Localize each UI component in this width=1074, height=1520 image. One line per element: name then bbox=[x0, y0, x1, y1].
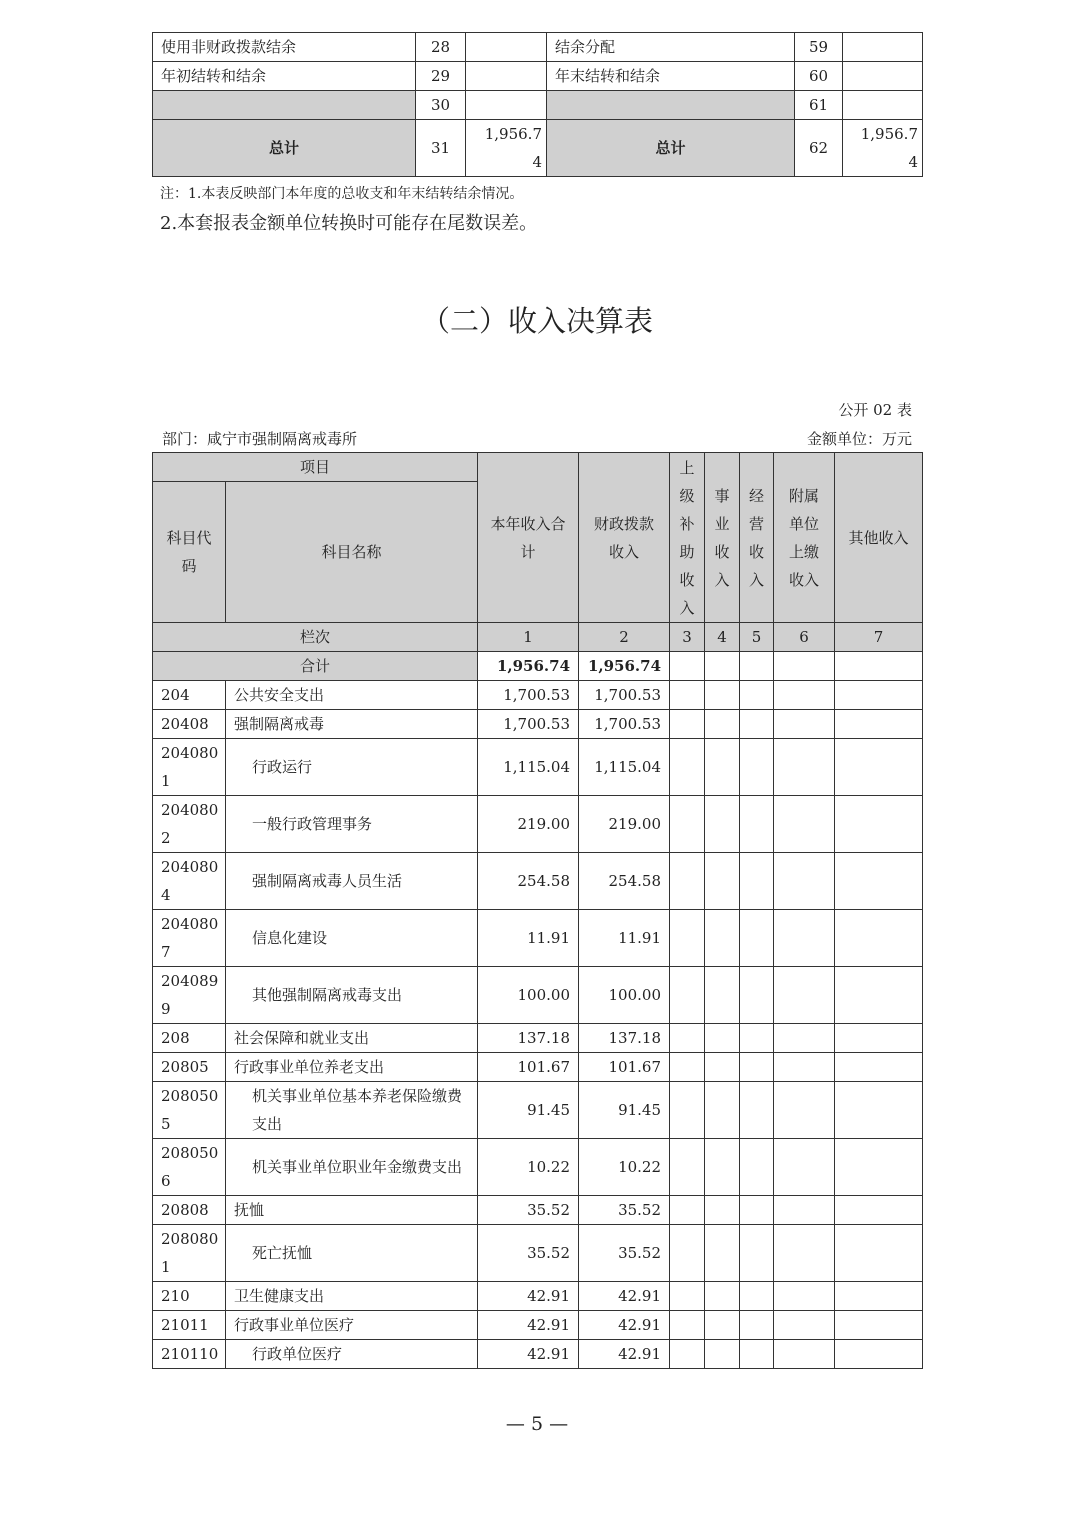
income-total: 101.67 bbox=[478, 1053, 579, 1082]
cell-no: 30 bbox=[416, 91, 466, 120]
table-row bbox=[153, 739, 923, 796]
header-name: 科目名称 bbox=[226, 482, 478, 623]
cell-label: 年末结转和结余 bbox=[547, 62, 795, 91]
empty-cell bbox=[774, 739, 835, 796]
cell-value bbox=[466, 91, 547, 120]
income-total: 11.91 bbox=[478, 910, 579, 967]
subject-name: 强制隔离戒毒人员生活 bbox=[226, 853, 478, 910]
income-total: 91.45 bbox=[478, 1082, 579, 1139]
subject-name: 行政事业单位医疗 bbox=[226, 1311, 478, 1340]
department-label: 部门：咸宁市强制隔离戒毒所 bbox=[162, 430, 358, 448]
lanci-7: 7 bbox=[835, 623, 923, 652]
cell-no: 60 bbox=[795, 62, 843, 91]
empty-cell bbox=[740, 1196, 774, 1225]
empty-cell bbox=[774, 1225, 835, 1282]
subject-code: 208 bbox=[153, 1024, 226, 1053]
empty-cell bbox=[740, 710, 774, 739]
subject-code: 2040807 bbox=[153, 910, 226, 967]
cell-label bbox=[547, 91, 795, 120]
empty-cell bbox=[705, 967, 740, 1024]
table-row bbox=[153, 1196, 923, 1225]
income-total: 219.00 bbox=[478, 796, 579, 853]
fiscal-income: 91.45 bbox=[579, 1082, 670, 1139]
subject-name: 社会保障和就业支出 bbox=[226, 1024, 478, 1053]
empty-cell bbox=[835, 1082, 923, 1139]
empty-cell bbox=[774, 796, 835, 853]
note-2: 2.本套报表金额单位转换时可能存在尾数误差。 bbox=[160, 213, 538, 234]
subject-code: 210 bbox=[153, 1282, 226, 1311]
subject-name: 死亡抚恤 bbox=[226, 1225, 478, 1282]
table-row bbox=[153, 91, 923, 120]
subject-code: 2080506 bbox=[153, 1139, 226, 1196]
empty-cell bbox=[740, 796, 774, 853]
table-row bbox=[153, 967, 923, 1024]
income-total: 42.91 bbox=[478, 1340, 579, 1369]
empty-cell bbox=[835, 796, 923, 853]
empty-cell bbox=[740, 1082, 774, 1139]
empty-cell bbox=[705, 1139, 740, 1196]
cell-no: 28 bbox=[416, 33, 466, 62]
subject-code: 204 bbox=[153, 681, 226, 710]
lanci-3: 3 bbox=[670, 623, 705, 652]
cell-label: 使用非财政拨款结余 bbox=[153, 33, 416, 62]
empty-cell bbox=[740, 681, 774, 710]
subject-code: 2040899 bbox=[153, 967, 226, 1024]
empty-cell bbox=[740, 1139, 774, 1196]
empty-cell bbox=[670, 681, 705, 710]
table-row bbox=[153, 910, 923, 967]
empty-cell bbox=[670, 853, 705, 910]
empty-cell bbox=[670, 739, 705, 796]
subject-name: 卫生健康支出 bbox=[226, 1282, 478, 1311]
cell-value bbox=[843, 91, 923, 120]
table-row bbox=[153, 1225, 923, 1282]
fiscal-income: 42.91 bbox=[579, 1282, 670, 1311]
empty-cell bbox=[835, 1225, 923, 1282]
header-row bbox=[153, 453, 923, 482]
fiscal-income: 137.18 bbox=[579, 1024, 670, 1053]
subject-name: 抚恤 bbox=[226, 1196, 478, 1225]
empty-cell bbox=[705, 710, 740, 739]
table-row bbox=[153, 853, 923, 910]
empty-cell bbox=[705, 1053, 740, 1082]
empty-cell bbox=[835, 910, 923, 967]
empty-cell bbox=[740, 853, 774, 910]
empty-cell bbox=[835, 853, 923, 910]
empty-cell bbox=[705, 739, 740, 796]
empty-cell bbox=[835, 1053, 923, 1082]
lanci-row bbox=[153, 623, 923, 652]
table-row bbox=[153, 1082, 923, 1139]
empty-cell bbox=[740, 1340, 774, 1369]
empty-cell bbox=[740, 1053, 774, 1082]
fiscal-income: 1,115.04 bbox=[579, 739, 670, 796]
empty-cell bbox=[774, 1139, 835, 1196]
table-row bbox=[153, 710, 923, 739]
table-row bbox=[153, 1311, 923, 1340]
empty-cell bbox=[705, 1196, 740, 1225]
header-col6: 附属单位上缴收入 bbox=[774, 453, 835, 623]
subject-code: 2040802 bbox=[153, 796, 226, 853]
cell-value bbox=[843, 33, 923, 62]
empty-cell bbox=[774, 1082, 835, 1139]
empty-cell bbox=[670, 1196, 705, 1225]
total-label: 总计 bbox=[153, 120, 416, 177]
empty-cell bbox=[670, 1082, 705, 1139]
unit-label: 金额单位：万元 bbox=[806, 430, 912, 448]
income-total: 42.91 bbox=[478, 1311, 579, 1340]
lanci-5: 5 bbox=[740, 623, 774, 652]
page-number: — 5 — bbox=[505, 1413, 569, 1435]
empty-cell bbox=[835, 681, 923, 710]
cell-no: 62 bbox=[795, 120, 843, 177]
subject-code: 2080505 bbox=[153, 1082, 226, 1139]
subject-name: 其他强制隔离戒毒支出 bbox=[226, 967, 478, 1024]
income-total: 35.52 bbox=[478, 1225, 579, 1282]
total-value: 1,956.7 4 bbox=[843, 120, 923, 177]
fiscal-income: 1,700.53 bbox=[579, 681, 670, 710]
empty-cell bbox=[670, 1225, 705, 1282]
header-col7: 其他收入 bbox=[835, 453, 923, 623]
income-total: 1,115.04 bbox=[478, 739, 579, 796]
total-row bbox=[153, 652, 923, 681]
lanci-2: 2 bbox=[579, 623, 670, 652]
empty-cell bbox=[670, 1311, 705, 1340]
table-row bbox=[153, 1024, 923, 1053]
subject-code: 210110 bbox=[153, 1340, 226, 1369]
empty-cell bbox=[835, 710, 923, 739]
section-title: （二）收入决算表 bbox=[420, 304, 653, 338]
fiscal-income: 11.91 bbox=[579, 910, 670, 967]
subject-name: 机关事业单位职业年金缴费支出 bbox=[226, 1139, 478, 1196]
cell-label bbox=[153, 91, 416, 120]
lanci-1: 1 bbox=[478, 623, 579, 652]
empty-cell bbox=[705, 1311, 740, 1340]
empty-cell bbox=[740, 1024, 774, 1053]
lanci-4: 4 bbox=[705, 623, 740, 652]
subject-name: 行政事业单位养老支出 bbox=[226, 1053, 478, 1082]
header-project: 项目 bbox=[153, 453, 478, 482]
empty-cell bbox=[670, 1282, 705, 1311]
empty-cell bbox=[670, 710, 705, 739]
cell-no: 61 bbox=[795, 91, 843, 120]
header-col4: 事业收入 bbox=[705, 453, 740, 623]
table-row bbox=[153, 62, 923, 91]
table-row bbox=[153, 796, 923, 853]
empty-cell bbox=[835, 1139, 923, 1196]
table-row bbox=[153, 681, 923, 710]
cell-no: 29 bbox=[416, 62, 466, 91]
subject-name: 公共安全支出 bbox=[226, 681, 478, 710]
income-total: 137.18 bbox=[478, 1024, 579, 1053]
fiscal-income: 100.00 bbox=[579, 967, 670, 1024]
subject-name: 行政运行 bbox=[226, 739, 478, 796]
subject-code: 2040801 bbox=[153, 739, 226, 796]
summary-table-continuation bbox=[152, 32, 923, 177]
income-total: 1,700.53 bbox=[478, 710, 579, 739]
empty-cell bbox=[670, 1139, 705, 1196]
total-col1: 1,956.74 bbox=[478, 652, 579, 681]
subject-code: 20408 bbox=[153, 710, 226, 739]
empty-cell bbox=[670, 910, 705, 967]
empty-cell bbox=[835, 1024, 923, 1053]
table-row bbox=[153, 33, 923, 62]
empty-cell bbox=[835, 1196, 923, 1225]
table-row bbox=[153, 1053, 923, 1082]
empty-cell bbox=[835, 967, 923, 1024]
empty-cell bbox=[670, 1340, 705, 1369]
empty-cell bbox=[774, 681, 835, 710]
empty-cell bbox=[705, 681, 740, 710]
table-row bbox=[153, 1282, 923, 1311]
subject-name: 一般行政管理事务 bbox=[226, 796, 478, 853]
total-label: 合计 bbox=[153, 652, 478, 681]
fiscal-income: 35.52 bbox=[579, 1196, 670, 1225]
fiscal-income: 101.67 bbox=[579, 1053, 670, 1082]
empty-cell bbox=[835, 1340, 923, 1369]
empty-cell bbox=[740, 1225, 774, 1282]
empty-cell bbox=[740, 739, 774, 796]
subject-code: 20808 bbox=[153, 1196, 226, 1225]
fiscal-income: 35.52 bbox=[579, 1225, 670, 1282]
income-total: 10.22 bbox=[478, 1139, 579, 1196]
empty-cell bbox=[705, 1082, 740, 1139]
fiscal-income: 254.58 bbox=[579, 853, 670, 910]
cell-value bbox=[466, 62, 547, 91]
header-col1: 本年收入合计 bbox=[478, 453, 579, 623]
empty-cell bbox=[705, 1282, 740, 1311]
table-number: 公开 02 表 bbox=[838, 401, 912, 419]
fiscal-income: 219.00 bbox=[579, 796, 670, 853]
table-row bbox=[153, 1340, 923, 1369]
empty-cell bbox=[705, 853, 740, 910]
total-value: 1,956.7 4 bbox=[466, 120, 547, 177]
empty-cell bbox=[774, 1311, 835, 1340]
empty-cell bbox=[670, 967, 705, 1024]
empty-cell bbox=[670, 796, 705, 853]
subject-name: 信息化建设 bbox=[226, 910, 478, 967]
income-total: 254.58 bbox=[478, 853, 579, 910]
subject-name: 机关事业单位基本养老保险缴费支出 bbox=[226, 1082, 478, 1139]
empty-cell bbox=[835, 739, 923, 796]
lanci-label: 栏次 bbox=[153, 623, 478, 652]
empty-cell bbox=[774, 710, 835, 739]
empty-cell bbox=[740, 1282, 774, 1311]
empty-cell bbox=[774, 1196, 835, 1225]
table-row bbox=[153, 1139, 923, 1196]
empty-cell bbox=[740, 1311, 774, 1340]
empty-cell bbox=[670, 1053, 705, 1082]
income-total: 35.52 bbox=[478, 1196, 579, 1225]
subject-code: 21011 bbox=[153, 1311, 226, 1340]
subject-code: 2040804 bbox=[153, 853, 226, 910]
subject-code: 2080801 bbox=[153, 1225, 226, 1282]
total-row bbox=[153, 120, 923, 177]
income-table bbox=[152, 452, 923, 1369]
empty-cell bbox=[705, 1225, 740, 1282]
cell-label: 结余分配 bbox=[547, 33, 795, 62]
empty-cell bbox=[705, 910, 740, 967]
fiscal-income: 42.91 bbox=[579, 1340, 670, 1369]
empty-cell bbox=[740, 967, 774, 1024]
lanci-6: 6 bbox=[774, 623, 835, 652]
empty-cell bbox=[705, 796, 740, 853]
income-total: 42.91 bbox=[478, 1282, 579, 1311]
header-code: 科目代码 bbox=[153, 482, 226, 623]
cell-no: 59 bbox=[795, 33, 843, 62]
empty-cell bbox=[670, 1024, 705, 1053]
income-total: 1,700.53 bbox=[478, 681, 579, 710]
cell-no: 31 bbox=[416, 120, 466, 177]
empty-cell bbox=[705, 1024, 740, 1053]
fiscal-income: 42.91 bbox=[579, 1311, 670, 1340]
subject-name: 行政单位医疗 bbox=[226, 1340, 478, 1369]
subject-code: 20805 bbox=[153, 1053, 226, 1082]
cell-value bbox=[466, 33, 547, 62]
empty-cell bbox=[774, 910, 835, 967]
cell-label: 年初结转和结余 bbox=[153, 62, 416, 91]
empty-cell bbox=[835, 1282, 923, 1311]
cell-value bbox=[843, 62, 923, 91]
empty-cell bbox=[774, 1053, 835, 1082]
total-col2: 1,956.74 bbox=[579, 652, 670, 681]
empty-cell bbox=[835, 1311, 923, 1340]
fiscal-income: 1,700.53 bbox=[579, 710, 670, 739]
header-col5: 经营收入 bbox=[740, 453, 774, 623]
empty-cell bbox=[774, 1282, 835, 1311]
income-total: 100.00 bbox=[478, 967, 579, 1024]
fiscal-income: 10.22 bbox=[579, 1139, 670, 1196]
subject-name: 强制隔离戒毒 bbox=[226, 710, 478, 739]
header-col3: 上级补助收入 bbox=[670, 453, 705, 623]
header-col2: 财政拨款收入 bbox=[579, 453, 670, 623]
total-label: 总计 bbox=[547, 120, 795, 177]
empty-cell bbox=[774, 967, 835, 1024]
note-1: 注：1.本表反映部门本年度的总收支和年末结转结余情况。 bbox=[160, 186, 524, 202]
empty-cell bbox=[740, 910, 774, 967]
empty-cell bbox=[774, 1024, 835, 1053]
empty-cell bbox=[774, 1340, 835, 1369]
empty-cell bbox=[705, 1340, 740, 1369]
empty-cell bbox=[774, 853, 835, 910]
